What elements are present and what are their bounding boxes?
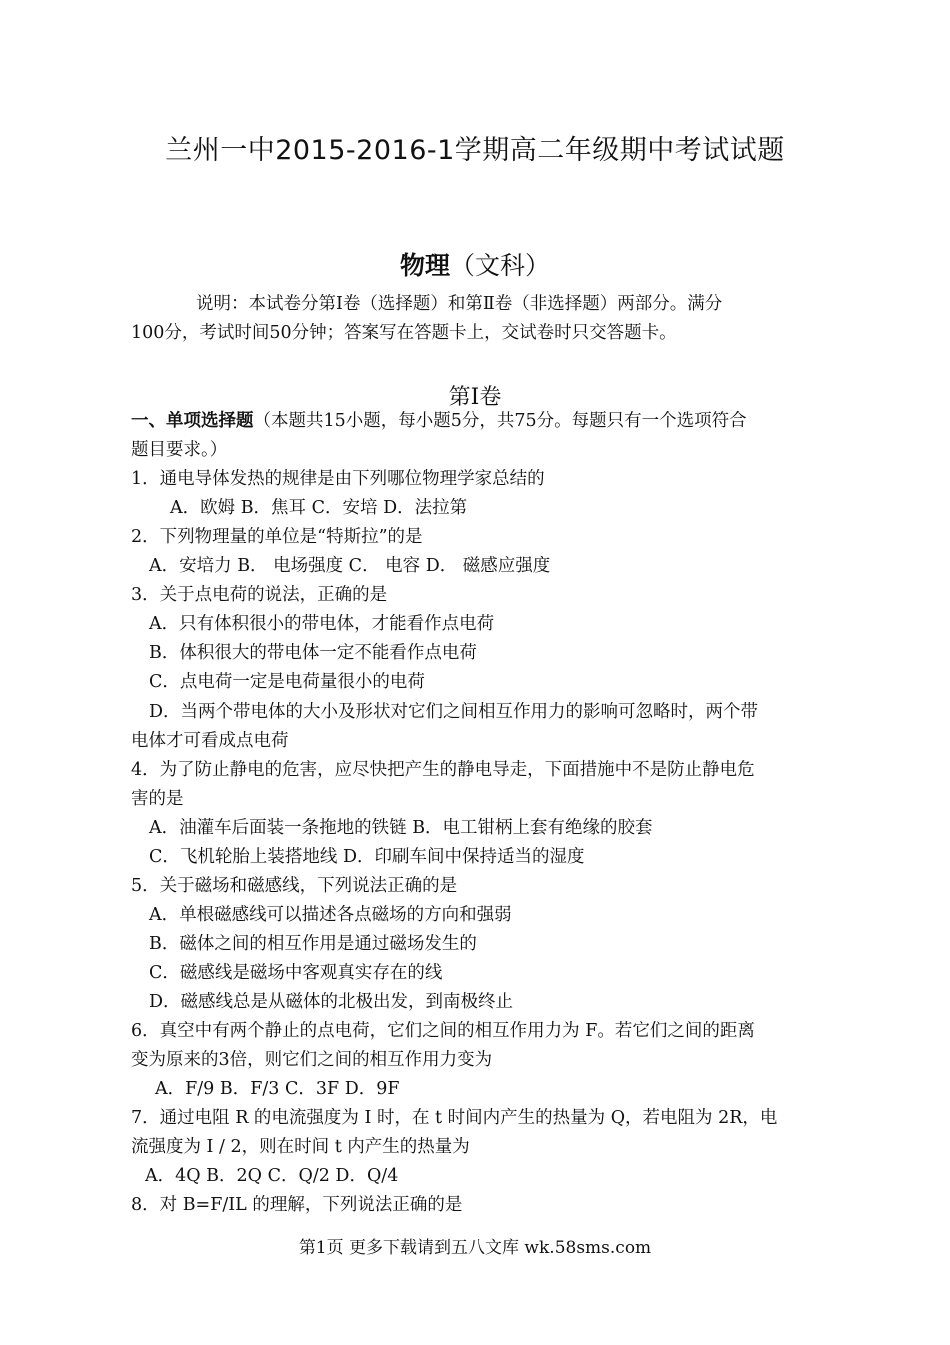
q7-stem-line-1: 7．通过电阻 R 的电流强度为 I 时，在 t 时间内产生的热量为 Q，若电阻为 2R，电 bbox=[131, 1108, 778, 1128]
q4-stem-line-2: 害的是 bbox=[131, 789, 184, 809]
q4-options-ab: A．油灌车后面装一条拖地的铁链 B．电工钳柄上套有绝缘的胶套 bbox=[149, 818, 653, 838]
q8-stem: 8．对 B=F/IL 的理解，下列说法正确的是 bbox=[131, 1195, 463, 1215]
instructions-line-2: 100分，考试时间50分钟；答案写在答题卡上，交试卷时只交答题卡。 bbox=[131, 323, 677, 343]
section-heading-rest: （本题共15小题，每小题5分，共75分。每题只有一个选项符合 bbox=[253, 411, 747, 431]
q6-stem-line-2: 变为原来的3倍，则它们之间的相互作用力变为 bbox=[131, 1050, 493, 1070]
subject-title bbox=[0, 246, 950, 282]
q5-stem: 5．关于磁场和磁感线，下列说法正确的是 bbox=[131, 876, 458, 896]
q4-stem-line-1: 4．为了防止静电的危害，应尽快把产生的静电导走，下面措施中不是防止静电危 bbox=[131, 760, 755, 780]
q5-option-d: D．磁感线总是从磁体的北极出发，到南极终止 bbox=[149, 992, 514, 1012]
q3-option-a: A．只有体积很小的带电体，才能看作点电荷 bbox=[149, 614, 495, 634]
q5-option-c: C．磁感线是磁场中客观真实存在的线 bbox=[149, 963, 443, 983]
section-heading-bold: 一、单项选择题 bbox=[131, 411, 254, 431]
q6-stem-line-1: 6．真空中有两个静止的点电荷，它们之间的相互作用力为 F。若它们之间的距离 bbox=[131, 1021, 755, 1041]
section-heading bbox=[131, 409, 747, 433]
q1-options: A．欧姆 B．焦耳 C．安培 D．法拉第 bbox=[170, 498, 468, 518]
q6-options: A．F/9 B．F/3 C．3F D．9F bbox=[155, 1079, 400, 1099]
instructions-line-1: 说明：本试卷分第Ⅰ卷（选择题）和第Ⅱ卷（非选择题）两部分。满分 bbox=[196, 294, 723, 314]
q3-option-c: C．点电荷一定是电荷量很小的电荷 bbox=[149, 672, 425, 692]
exam-title: 兰州一中2015-2016-1学期高二年级期中考试试题 bbox=[165, 135, 785, 166]
q7-stem-line-2: 流强度为 I / 2，则在时间 t 内产生的热量为 bbox=[131, 1137, 470, 1157]
q3-option-d-line-2: 电体才可看成点电荷 bbox=[131, 731, 289, 751]
q1-stem: 1．通电导体发热的规律是由下列哪位物理学家总结的 bbox=[131, 469, 545, 489]
volume-title: 第Ⅰ卷 bbox=[448, 385, 502, 410]
q5-option-b: B．磁体之间的相互作用是通过磁场发生的 bbox=[149, 934, 477, 954]
q3-stem: 3．关于点电荷的说法，正确的是 bbox=[131, 585, 388, 605]
q4-options-cd: C．飞机轮胎上装搭地线 D．印刷车间中保持适当的湿度 bbox=[149, 847, 585, 867]
q5-option-a: A．单根磁感线可以描述各点磁场的方向和强弱 bbox=[149, 905, 512, 925]
q2-stem: 2．下列物理量的单位是“特斯拉”的是 bbox=[131, 527, 423, 547]
section-heading-line-2: 题目要求。） bbox=[131, 440, 228, 460]
q3-option-d-line-1: D．当两个带电体的大小及形状对它们之间相互作用力的影响可忽略时，两个带 bbox=[149, 702, 759, 722]
subject-bold: 物理 bbox=[399, 251, 450, 280]
page-footer: 第1页 更多下载请到五八文库 wk.58sms.com bbox=[298, 1238, 652, 1258]
subject-rest: （文科） bbox=[450, 251, 551, 280]
q2-options: A．安培力 B． 电场强度 C． 电容 D． 磁感应强度 bbox=[149, 556, 551, 576]
q7-options: A．4Q B．2Q C．Q/2 D．Q/4 bbox=[145, 1166, 399, 1186]
q3-option-b: B．体积很大的带电体一定不能看作点电荷 bbox=[149, 643, 477, 663]
